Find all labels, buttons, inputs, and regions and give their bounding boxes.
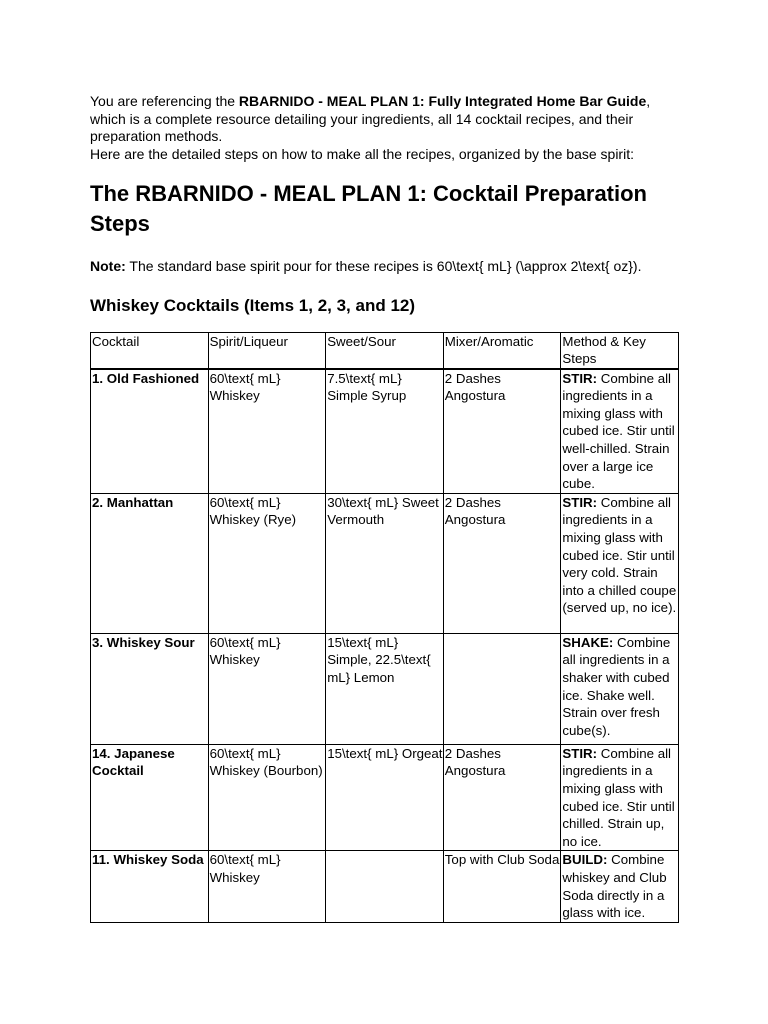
- mixer-cell: 2 Dashes Angostura: [443, 744, 561, 851]
- intro-description: which is a complete resource detailing your ingredients, all 14 cocktail recipes, and their preparation methods.: [90, 110, 634, 144]
- column-header-cocktail: Cocktail: [91, 332, 209, 369]
- intro-suffix: ,: [646, 93, 651, 109]
- sweet-sour-cell: [326, 851, 444, 922]
- method-label: STIR:: [562, 370, 598, 386]
- intro-lead-in: Here are the detailed steps on how to make all the recipes, organized by the base spirit:: [90, 145, 634, 162]
- guide-name: RBARNIDO - MEAL PLAN 1: Fully Integrated Home Bar Guide: [238, 93, 647, 109]
- table-row: [91, 633, 679, 744]
- method-label: BUILD:: [562, 852, 608, 868]
- column-header-spirit: Spirit/Liqueur: [208, 332, 326, 369]
- intro-paragraph: [90, 93, 680, 163]
- note-label: Note:: [90, 258, 126, 274]
- column-header-mixer: Mixer/Aromatic: [443, 332, 561, 369]
- spirit-cell: 60\text{ mL} Whiskey: [208, 851, 326, 922]
- mixer-cell: 2 Dashes Angostura: [443, 493, 561, 633]
- section-heading: Whiskey Cocktails (Items 1, 2, 3, and 12): [90, 295, 416, 315]
- mixer-cell: 2 Dashes Angostura: [443, 369, 561, 494]
- spirit-cell: 60\text{ mL} Whiskey: [208, 633, 326, 744]
- spirit-cell: 60\text{ mL} Whiskey (Rye): [208, 493, 326, 633]
- cocktail-table: [90, 332, 679, 923]
- sweet-sour-cell: 30\text{ mL} Sweet Vermouth: [326, 493, 444, 633]
- intro-prefix: You are referencing the: [90, 93, 239, 109]
- column-header-sweet-sour: Sweet/Sour: [326, 332, 444, 369]
- table-row: [91, 493, 679, 633]
- method-text: Combine whiskey and Club Soda directly in a glass with ice.: [562, 852, 667, 921]
- method-label: STIR:: [562, 494, 598, 510]
- sweet-sour-cell: 15\text{ mL} Simple, 22.5\text{ mL} Lemon: [326, 633, 444, 744]
- cocktail-name: 14. Japanese Cocktail: [91, 744, 209, 851]
- method-label: SHAKE:: [562, 634, 614, 650]
- spirit-cell: 60\text{ mL} Whiskey (Bourbon): [208, 744, 326, 851]
- cocktail-name: 3. Whiskey Sour: [91, 633, 209, 744]
- cocktail-name: 2. Manhattan: [91, 493, 209, 633]
- method-text: Combine all ingredients in a mixing glass with cubed ice. Stir until very cold. Strain into a chilled coupe (served up, no ice).: [562, 494, 677, 616]
- method-cell: [561, 744, 679, 851]
- document-page: [90, 93, 680, 923]
- note-text: The standard base spirit pour for these recipes is 60\text{ mL} (\approx 2\text{ oz}).: [125, 258, 642, 274]
- method-text: Combine all ingredients in a mixing glass with cubed ice. Stir until chilled. Strain up, no ice.: [562, 745, 675, 849]
- method-cell: [561, 633, 679, 744]
- method-label: STIR:: [562, 745, 598, 761]
- table-row: [91, 851, 679, 922]
- note-paragraph: [90, 258, 680, 276]
- method-cell: [561, 851, 679, 922]
- mixer-cell: [443, 633, 561, 744]
- method-cell: [561, 369, 679, 494]
- table-row: [91, 744, 679, 851]
- page-title: The RBARNIDO - MEAL PLAN 1: Cocktail Preparation Steps: [90, 181, 647, 236]
- mixer-cell: Top with Club Soda: [443, 851, 561, 922]
- column-header-method: Method & Key Steps: [561, 332, 679, 369]
- table-row: [91, 369, 679, 494]
- sweet-sour-cell: 7.5\text{ mL} Simple Syrup: [326, 369, 444, 494]
- method-text: Combine all ingredients in a mixing glass with cubed ice. Stir until well-chilled. Strain over a large ice cube.: [562, 370, 675, 492]
- cocktail-name: 11. Whiskey Soda: [91, 851, 209, 922]
- table-header-row: [91, 332, 679, 369]
- method-cell: [561, 493, 679, 633]
- cocktail-name: 1. Old Fashioned: [91, 369, 209, 494]
- method-text: Combine all ingredients in a shaker with cubed ice. Shake well. Strain over fresh cube(s).: [562, 634, 671, 738]
- spirit-cell: 60\text{ mL} Whiskey: [208, 369, 326, 494]
- sweet-sour-cell: 15\text{ mL} Orgeat: [326, 744, 444, 851]
